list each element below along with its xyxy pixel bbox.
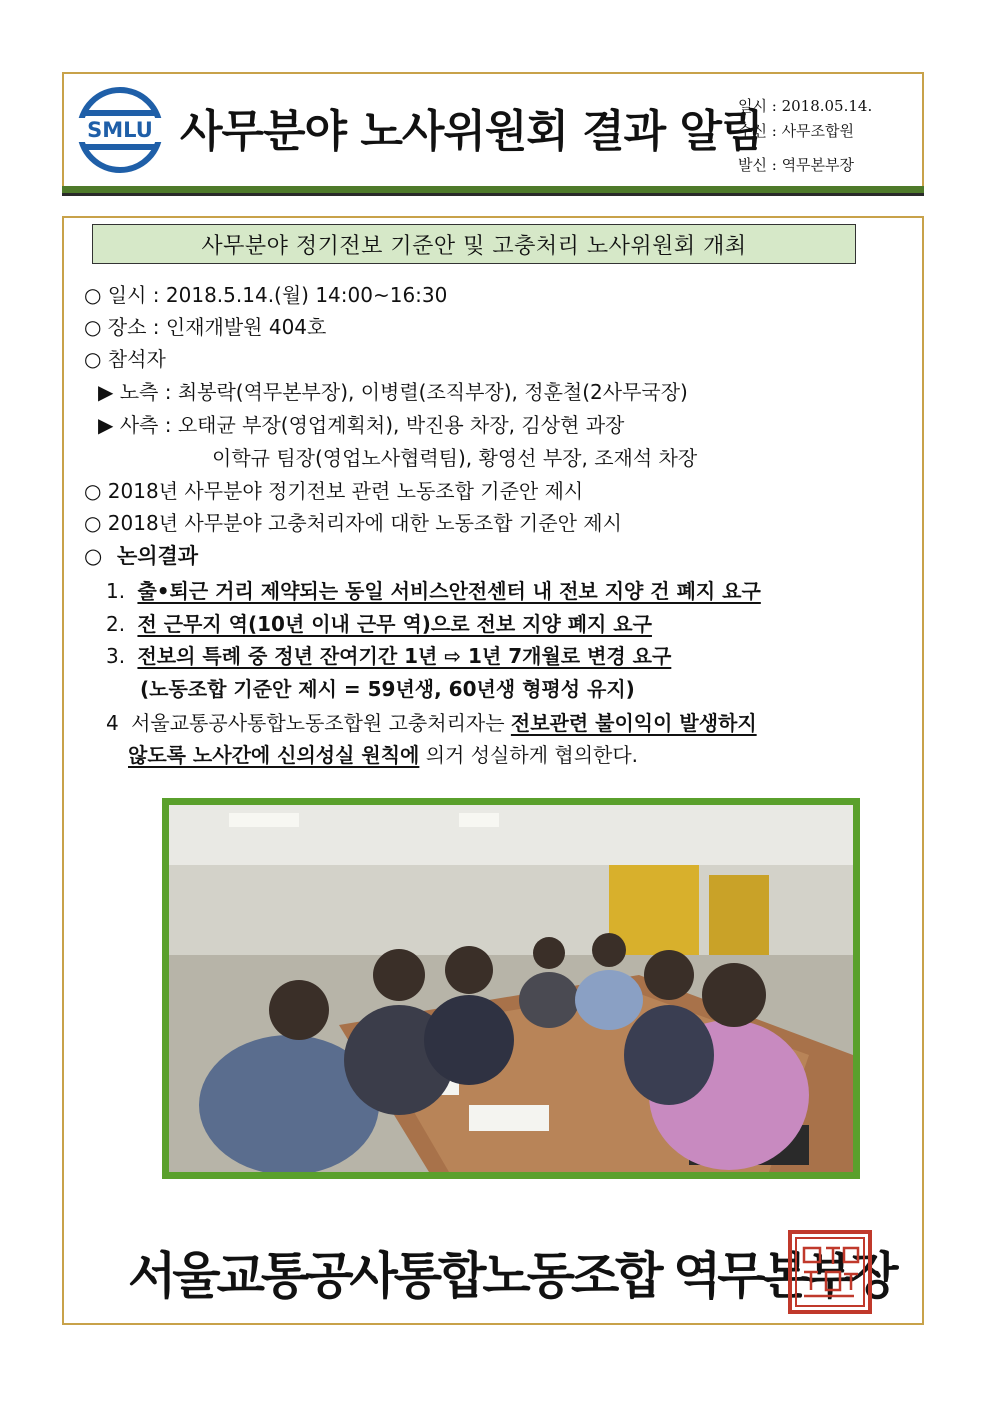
result-4-text-b: 전보관련 불이익이 발생하지 (510, 711, 757, 735)
official-seal-icon (786, 1228, 874, 1316)
management-side-attendees: ▶ 사측 : 오태균 부장(영업계획처), 박진용 차장, 김상현 과장 (98, 413, 625, 437)
result-item-3 (106, 643, 671, 669)
subtitle-box (92, 224, 856, 264)
result-4-text-c: 않도록 노사간에 신의성실 원칙에 (128, 743, 420, 767)
agenda-item-1: ○ 2018년 사무분야 정기전보 관련 노동조합 기준안 제시 (84, 479, 584, 503)
result-text: 출•퇴근 거리 제약되는 동일 서비스안전센터 내 전보 지양 건 폐지 요구 (137, 579, 761, 603)
page-title: 사무분야 노사위원회 결과 알림 (180, 106, 763, 157)
result-item-2 (106, 611, 652, 637)
smlu-logo-icon (72, 86, 168, 174)
result-text: 전 근무지 역(10년 이내 근무 역)으로 전보 지양 폐지 요구 (137, 612, 652, 636)
result-item-1 (106, 578, 761, 604)
result-number: 1. (106, 579, 126, 603)
results-marker: ○ (84, 544, 103, 568)
result-item-4-line1 (106, 710, 757, 736)
result-number: 4 (106, 711, 119, 735)
result-item-3-note: (노동조합 기준안 제시 = 59년생, 60년생 형평성 유지) (140, 677, 635, 701)
meeting-photo-illustration (169, 805, 853, 1172)
logo-text: SMLU (87, 118, 153, 142)
results-heading (84, 543, 198, 569)
result-item-4-line2 (128, 742, 638, 768)
header-rule-dark (62, 193, 924, 196)
management-side-attendees-cont: 이학규 팀장(영업노사협력팀), 황영선 부장, 조재석 차장 (212, 446, 698, 470)
date-line: 일시 : 2018.05.14. (738, 97, 873, 115)
meeting-photo (162, 798, 860, 1179)
recipient-line: 수신 : 사무조합원 (738, 122, 855, 140)
result-4-text-d: 의거 성실하게 협의한다. (425, 743, 639, 767)
result-text: 전보의 특례 중 정년 잔여기간 1년 ⇨ 1년 7개월로 변경 요구 (137, 644, 672, 668)
labor-side-attendees: ▶ 노측 : 최봉락(역무본부장), 이병렬(조직부장), 정훈철(2사무국장) (98, 380, 688, 404)
meeting-place: ○ 장소 : 인재개발원 404호 (84, 315, 327, 339)
result-4-text-a: 서울교통공사통합노동조합원 고충처리자는 (131, 711, 505, 735)
agenda-item-2: ○ 2018년 사무분야 고충처리자에 대한 노동조합 기준안 제시 (84, 511, 622, 535)
subtitle: 사무분야 정기전보 기준안 및 고충처리 노사위원회 개최 (201, 233, 747, 259)
sender-line: 발신 : 역무본부장 (738, 156, 855, 174)
results-label: 논의결과 (116, 544, 199, 568)
result-number: 2. (106, 612, 126, 636)
result-number: 3. (106, 644, 126, 668)
footer-signature: 서울교통공사통합노동조합 역무본부장 (128, 1247, 895, 1305)
header-rule-green (62, 186, 924, 193)
attendees-label: ○ 참석자 (84, 347, 166, 371)
meeting-date: ○ 일시 : 2018.5.14.(월) 14:00~16:30 (84, 283, 448, 307)
